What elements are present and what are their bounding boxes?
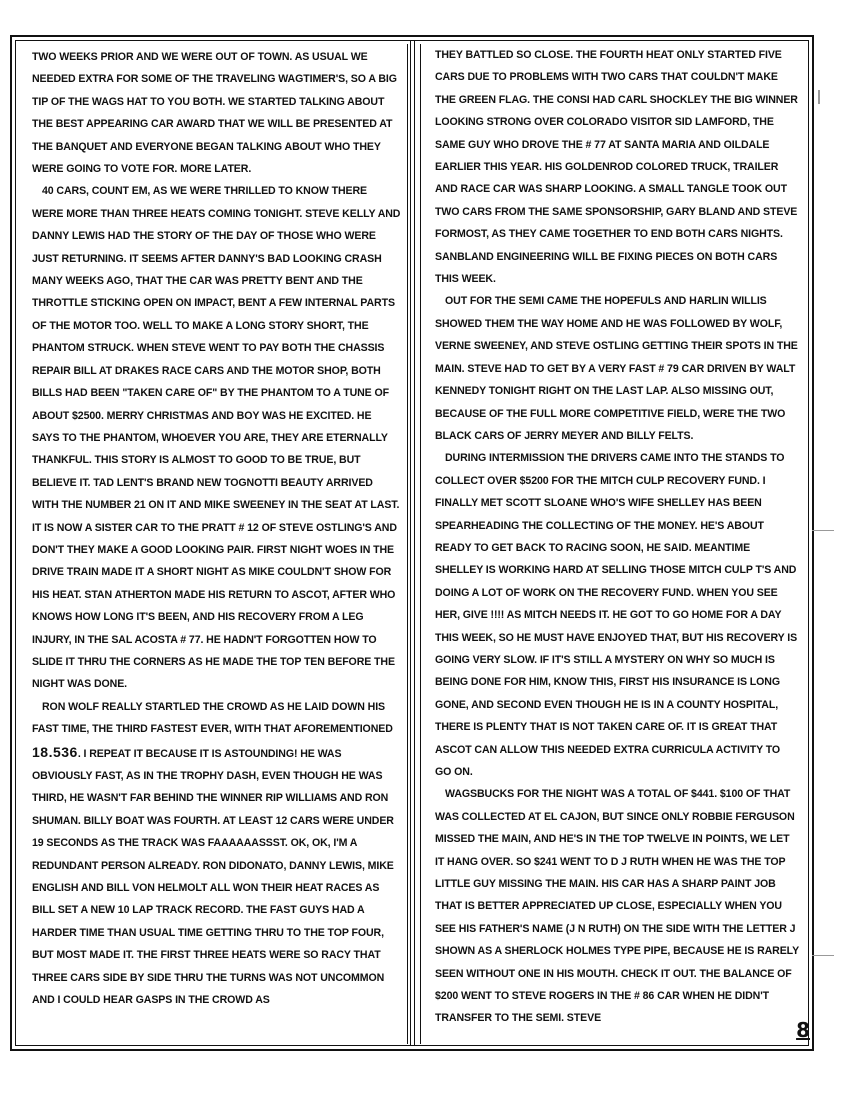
page-number: 8: [796, 1018, 810, 1042]
right-column-text: [421, 44, 805, 1030]
paragraph: 40 CARS, COUNT EM, AS WE WERE THRILLED TO KNOW THERE WERE MORE THAN THREE HEATS COMING TONIGHT. STEVE KELLY AND DANNY LEWIS HAD THE STORY OF THE DAY OF THOSE WHO WERE JUST RETURNING. IT SEEMS AFTER DANNY'S BAD LOOKING CRASH MANY WEEKS AGO, THAT THE CAR WAS PRETTY BENT AND THE THROTTLE STICKING OPEN ON IMPACT, BENT A FEW INTERNAL PARTS OF THE MOTOR TOO. WELL TO MAKE A LONG STORY SHORT, THE PHANTOM STRUCK. WHEN STEVE WENT TO PAY BOTH THE CHASSIS REPAIR BILL AT DRAKES RACE CARS AND THE MOTOR SHOP, BOTH BILLS HAD BEEN "TAKEN CARE OF" BY THE PHANTOM TO A TUNE OF ABOUT $2500. MERRY CHRISTMAS AND BOY WAS HE EXCITED. HE SAYS TO THE PHANTOM, WHOEVER YOU ARE, THEY ARE ETERNALLY THANKFUL. THIS STORY IS ALMOST TO GOOD TO BE TRUE, BUT BELIEVE IT. TAD LENT'S BRAND NEW TOGNOTTI BEAUTY ARRIVED WITH THE NUMBER 21 ON IT AND MIKE SWEENEY IN THE SEAT AT LAST. IT IS NOW A SISTER CAR TO THE PRATT # 12 OF STEVE OSTLING'S AND DON'T THEY MAKE A GOOD LOOKING PAIR. FIRST NIGHT WOES IN THE DRIVE TRAIN MADE IT A SHORT NIGHT AS MIKE COULDN'T SHOW FOR HIS HEAT. STAN ATHERTON MADE HIS RETURN TO ASCOT, AFTER WHO KNOWS HOW LONG IT'S BEEN, AND HIS RECOVERY FROM A LEG INJURY, IN THE SAL ACOSTA # 77. HE HADN'T FORGOTTEN HOW TO SLIDE IT THRU THE CORNERS AS HE MADE THE TOP TEN BEFORE THE NIGHT WAS DONE.: [32, 185, 401, 691]
paragraph: OUT FOR THE SEMI CAME THE HOPEFULS AND HARLIN WILLIS SHOWED THEM THE WAY HOME AND HE WAS FOLLOWED BY WOLF, VERNE SWEENEY, AND STEVE OSTLING GETTING THEIR SPOTS IN THE MAIN. STEVE HAD TO GET BY A VERY FAST # 79 CAR DRIVEN BY WALT KENNEDY TONIGHT RIGHT ON THE LAST LAP. ALSO MISSING OUT, BECAUSE OF THE FULL MORE COMPETITIVE FIELD, WERE THE TWO BLACK CARS OF JERRY MEYER AND BILLY FELTS.: [435, 295, 798, 442]
scan-mark: [812, 955, 834, 956]
paragraph: WAGSBUCKS FOR THE NIGHT WAS A TOTAL OF $441. $100 OF THAT WAS COLLECTED AT EL CAJON, BUT SINCE ONLY ROBBIE FERGUSON MISSED THE MAIN, AND HE'S IN THE TOP TWELVE IN POINTS, WE LET IT HANG OVER. SO $241 WENT TO D J RUTH WHEN HE WAS THE TOP LITTLE GUY MISSING THE MAIN. HIS CAR HAS A SHARP PAINT JOB THAT IS BETTER APPRECIATED UP CLOSE, ESPECIALLY WHEN YOU SEE HIS FATHER'S NAME (J N RUTH) ON THE SIDE WITH THE LETTER J SHOWN AS A SHERLOCK HOLMES TYPE PIPE, BECAUSE HE IS RARELY SEEN WITHOUT ONE IN HIS MOUTH. CHECK IT OUT. THE BALANCE OF $200 WENT TO STEVE ROGERS IN THE # 86 CAR WHEN HE DIDN'T TRANSFER TO THE SEMI. STEVE: [435, 788, 799, 1025]
paragraph: TWO WEEKS PRIOR AND WE WERE OUT OF TOWN. AS USUAL WE NEEDED EXTRA FOR SOME OF THE TRAVELING WAGTIMER'S, SO A BIG TIP OF THE WAGS HAT TO YOU BOTH. WE STARTED TALKING ABOUT THE BEST APPEARING CAR AWARD THAT WE WILL BE PRESENTED AT THE BANQUET AND EVERYONE BEGAN TALKING ABOUT WHO THEY WERE GOING TO VOTE FOR. MORE LATER.: [32, 51, 397, 176]
right-column: [420, 44, 805, 1044]
scan-mark: [818, 90, 820, 104]
column-divider: [410, 40, 411, 1046]
paragraph-lead: RON WOLF REALLY STARTLED THE CROWD AS HE LAID DOWN HIS FAST TIME, THE THIRD FASTEST EVER, WITH THAT AFOREMENTIONED: [32, 700, 393, 736]
fast-time-highlight: 18.536: [32, 743, 78, 760]
column-divider-double: [414, 40, 415, 1046]
left-column-text: [20, 44, 407, 1011]
paragraph: DURING INTERMISSION THE DRIVERS CAME INTO THE STANDS TO COLLECT OVER $5200 FOR THE MITCH CULP RECOVERY FUND. I FINALLY MET SCOTT SLOANE WHO'S WIFE SHELLEY HAS BEEN SPEARHEADING THE COLLECTING OF THE MONEY. HE'S ABOUT READY TO GET BACK TO RACING SOON, HE SAID. MEANTIME SHELLEY IS WORKING HARD AT SELLING THOSE MITCH CULP T'S AND DOING A LOT OF WORK ON THE RECOVERY FUND. WHEN YOU SEE HER, GIVE !!!! AS MITCH NEEDS IT. HE GOT TO GO HOME FOR A DAY THIS WEEK, SO HE MUST HAVE ENJOYED THAT, BUT HIS RECOVERY IS GOING VERY SLOW. IF IT'S STILL A MYSTERY ON WHY SO MUCH IS BEING DONE FOR HIM, KNOW THIS, FIRST HIS INSURANCE IS LONG GONE, AND SECOND EVEN THOUGH HE IS IN A COUNTY HOSPITAL, THERE IS PLENTY THAT IS NOT TAKEN CARE OF. IT IS GREAT THAT ASCOT CAN ALLOW THIS NEEDED EXTRA CURRICULA ACTIVITY TO GO ON.: [435, 452, 798, 778]
paragraph: THEY BATTLED SO CLOSE. THE FOURTH HEAT ONLY STARTED FIVE CARS DUE TO PROBLEMS WITH TWO CARS THAT COULDN'T MAKE THE GREEN FLAG. THE CONSI HAD CARL SHOCKLEY THE BIG WINNER LOOKING STRONG OVER COLORADO VISITOR SID LAMFORD, THE SAME GUY WHO DROVE THE # 77 AT SANTA MARIA AND OILDALE EARLIER THIS YEAR. HIS GOLDENROD COLORED TRUCK, TRAILER AND RACE CAR WAS SHARP LOOKING. A SMALL TANGLE TOOK OUT TWO CARS FROM THE SAME SPONSORSHIP, GARY BLAND AND STEVE FORMOST, AS THEY CAME TOGETHER TO END BOTH CARS NIGHTS. SANBLAND ENGINEERING WILL BE FIXING PIECES ON BOTH CARS THIS WEEK.: [435, 49, 798, 286]
paragraph: [32, 696, 401, 1012]
scan-mark: [812, 530, 834, 531]
left-column: [20, 44, 408, 1044]
paragraph-rest: . I REPEAT IT BECAUSE IT IS ASTOUNDING! HE WAS OBVIOUSLY FAST, AS IN THE TROPHY DASH, EVEN THOUGH HE WAS THIRD, HE WASN'T FAR BEHIND THE WINNER RIP WILLIAMS AND RON SHUMAN. BILLY BOAT WAS FOURTH. AT LEAST 12 CARS WERE UNDER 19 SECONDS AS THE TRACK WAS FAAAAAASSST. OK, OK, I'M A REDUNDANT PERSON ALREADY. RON DIDONATO, DANNY LEWIS, MIKE ENGLISH AND BILL VON HELMOLT ALL WON THEIR HEAT RACES AS BILL SET A NEW 10 LAP TRACK RECORD. THE FAST GUYS HAD A HARDER TIME THAN USUAL TIME GETTING THRU TO THE TOP FOUR, BUT MOST MADE IT. THE FIRST THREE HEATS WERE SO RACY THAT THREE CARS SIDE BY SIDE THRU THE TURNS WAS NOT UNCOMMON AND I COULD HEAR GASPS IN THE CROWD AS: [32, 747, 394, 1007]
